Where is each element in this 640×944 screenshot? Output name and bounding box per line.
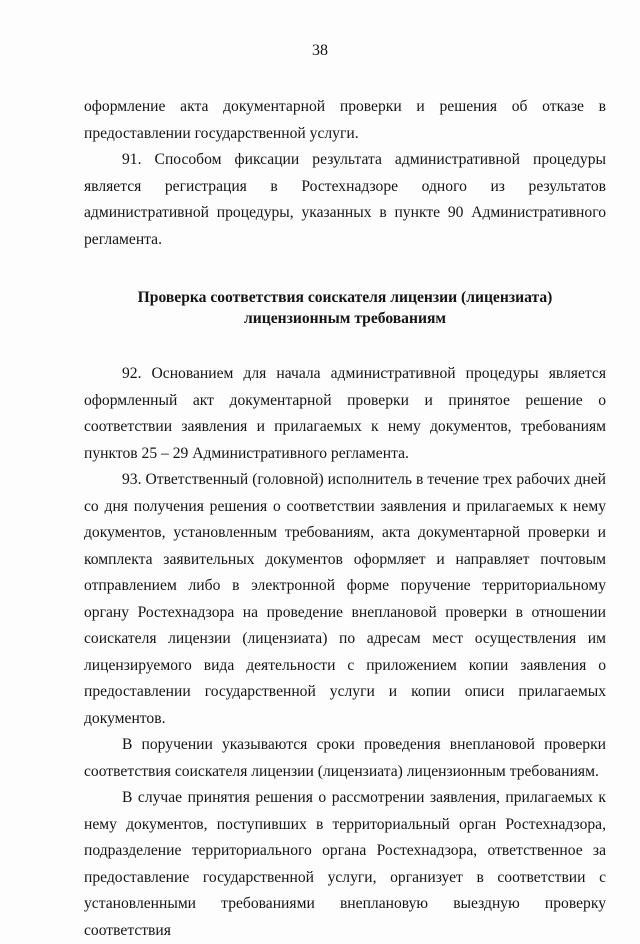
paragraph-decision-case: В случае принятия решения о рассмотрении заявления, прилагаемых к нему документов, поступивших в территориальный орган Ростехнадзора, подразделение территориального органа Ростехнадзора, ответственное за предоставление государственной услуги, организует в соответствии с установленными требованиями внеплановую выездную проверку соответствия — [84, 789, 606, 939]
paragraph-continuation: оформление акта документарной проверки и решения об отказе в предоставлении государственной услуги. — [84, 98, 606, 142]
section-heading — [84, 287, 606, 329]
paragraph-order-terms: В поручении указываются сроки проведения внеплановой проверки соответствия соискателя лицензии (лицензиата) лицензионным требованиям. — [84, 736, 606, 780]
paragraph-92: 92. Основанием для начала административной процедуры является оформленный акт документарной проверки и принятое решение о соответствии заявления и прилагаемых к нему документов, требованиям пунктов 25 – 29 Административного регламента. — [84, 365, 606, 462]
paragraph-91: 91. Способом фиксации результата административной процедуры является регистрация в Ростехнадзоре одного из результатов административной процедуры, указанных в пункте 90 Административного регламента. — [84, 151, 606, 248]
section-heading-line-1: Проверка соответствия соискателя лицензии (лицензиата) — [137, 289, 553, 306]
section-heading-line-2: лицензионным требованиям — [243, 310, 447, 327]
page-number: 38 — [312, 42, 328, 59]
paragraph-93: 93. Ответственный (головной) исполнитель в течение трех рабочих дней со дня получения решения о соответствии заявления и прилагаемых к нему документов, установленным требованиям, акта документарной проверки и комплекта заявительных документов оформляет и направляет почтовым отправлением либо в электронной форме поручение территориальному органу Ростехнадзора на проведение внеплановой проверки в отношении соискателя лицензии (лицензиата) по адресам мест осуществления им лицензируемого вида деятельности с приложением копии заявления о предоставлении государственной услуги и копии описи прилагаемых документов. — [84, 471, 606, 727]
document-body — [84, 94, 606, 944]
